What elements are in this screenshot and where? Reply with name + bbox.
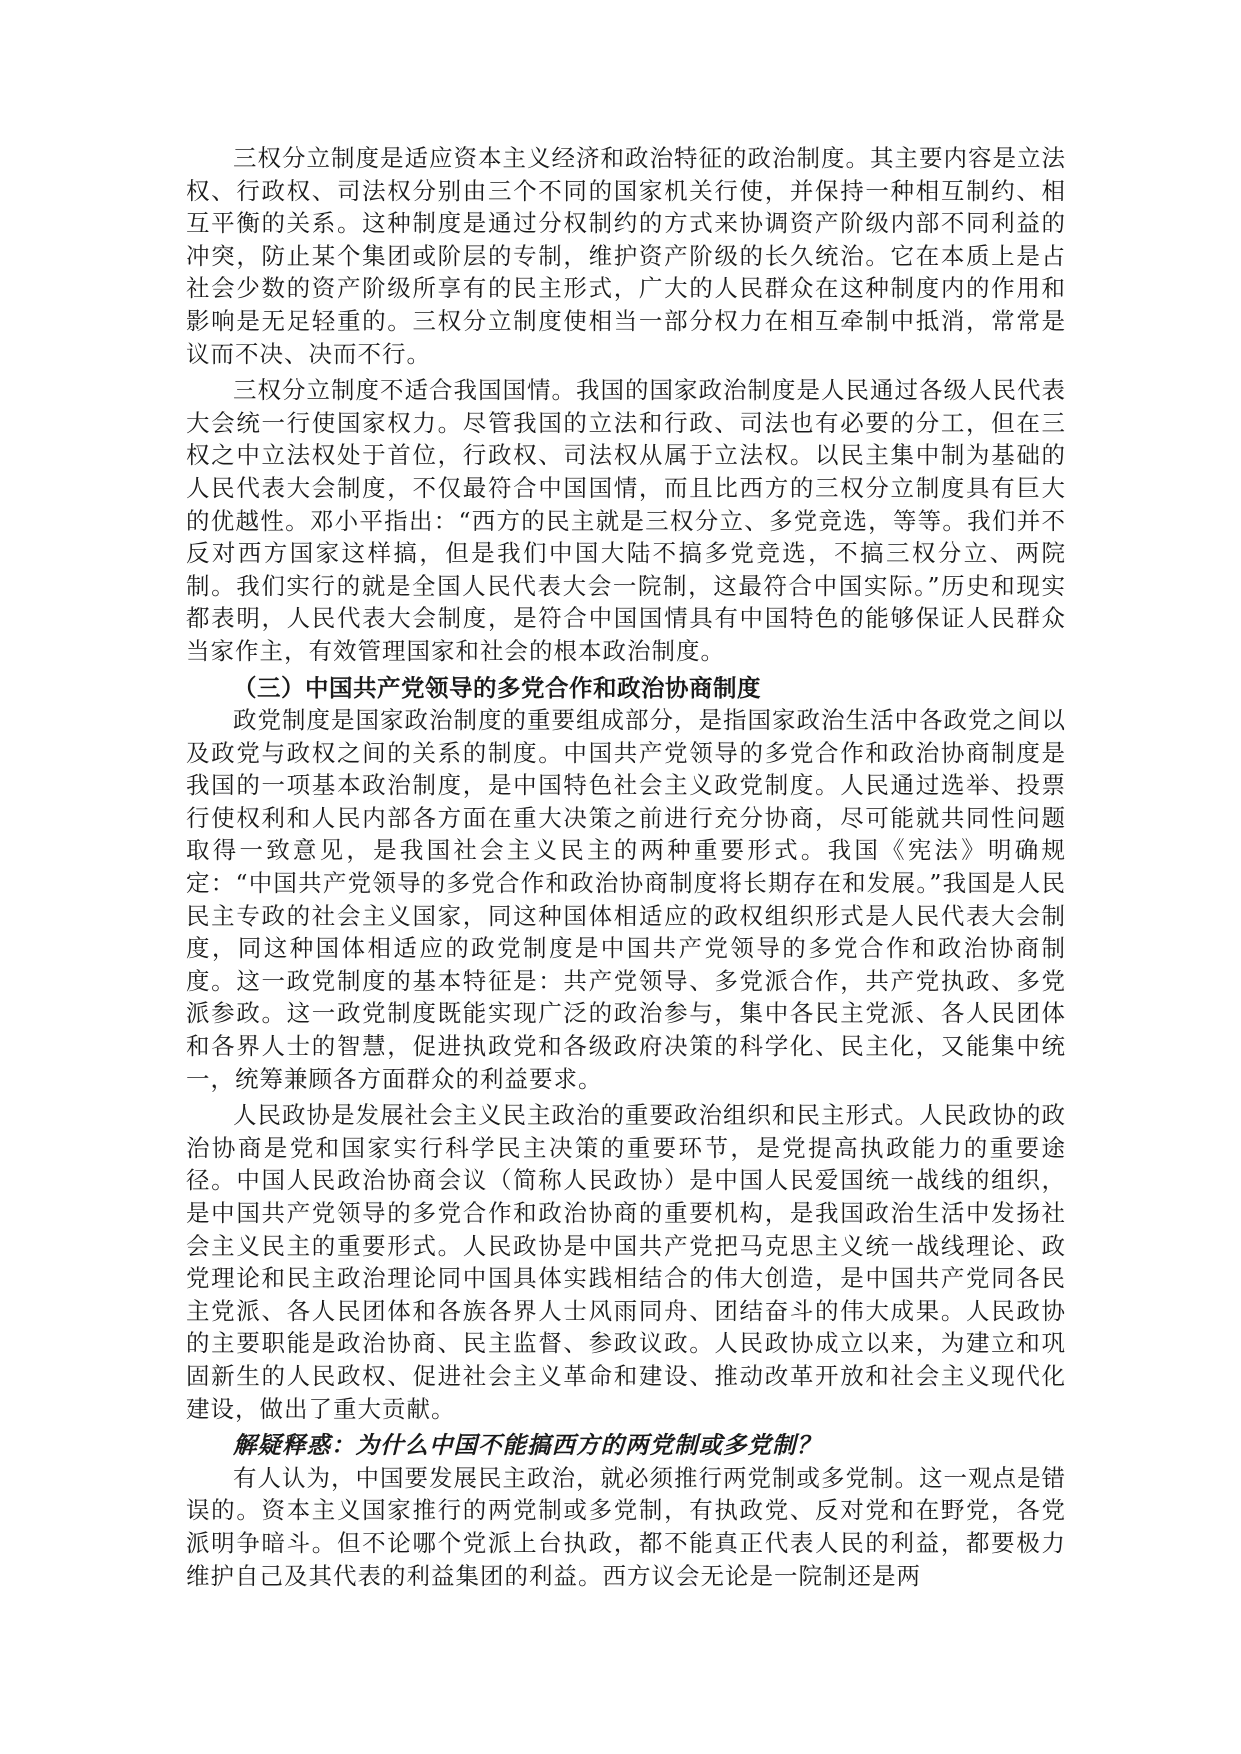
paragraph-national-conditions: 三权分立制度不适合我国国情。我国的国家政治制度是人民通过各级人民代表大会统一行使国家权力。尽管我国的立法和行政、司法也有必要的分工，但在三权之中立法权处于首位，行政权、司法权从属于立法权。以民主集中制为基础的人民代表大会制度，不仅最符合中国国情，而且比西方的三权分立制度具有巨大的优越性。邓小平指出：“西方的民主就是三权分立、多党竞选，等等。我们并不反对西方国家这样搞，但是我们中国大陆不搞多党竞选，不搞三权分立、两院制。我们实行的就是全国人民代表大会一院制，这最符合中国实际。”历史和现实都表明，人民代表大会制度，是符合中国国情具有中国特色的能够保证人民群众当家作主，有效管理国家和社会的根本政治制度。 — [186, 376, 1066, 665]
section-heading: （三）中国共产党领导的多党合作和政治协商制度 — [233, 673, 761, 702]
paragraph-separation-of-powers: 三权分立制度是适应资本主义经济和政治特征的政治制度。其主要内容是立法权、行政权、司法权分别由三个不同的国家机关行使，并保持一种相互制约、相互平衡的关系。这种制度是通过分权制约的方式来协调资产阶级内部不同利益的冲突，防止某个集团或阶层的专制，维护资产阶级的长久统治。它在本质上是占社会少数的资产阶级所享有的民主形式，广大的人民群众在这种制度内的作用和影响是无足轻重的。三权分立制度使相当一部分权力在相互牵制中抵消，常常是议而不决、决而不行。 — [186, 144, 1066, 368]
paragraph-cppcc: 人民政协是发展社会主义民主政治的重要政治组织和民主形式。人民政协的政治协商是党和国家实行科学民主决策的重要环节，是党提高执政能力的重要途径。中国人民政治协商会议（简称人民政协）是中国人民爱国统一战线的组织，是中国共产党领导的多党合作和政治协商的重要机构，是我国政治生活中发扬社会主义民主的重要形式。人民政协是中国共产党把马克思主义统一战线理论、政党理论和民主政治理论同中国具体实践相结合的伟大创造，是中国共产党同各民主党派、各人民团体和各族各界人士风雨同舟、团结奋斗的伟大成果。人民政协的主要职能是政治协商、民主监督、参政议政。人民政协成立以来，为建立和巩固新生的人民政权、促进社会主义革命和建设、推动改革开放和社会主义现代化建设，做出了重大贡献。 — [186, 1101, 1066, 1423]
document-page — [186, 142, 1066, 1596]
qa-heading: 解疑释惑：为什么中国不能搞西方的两党制或多党制？ — [233, 1431, 821, 1460]
paragraph-party-system: 政党制度是国家政治制度的重要组成部分，是指国家政治生活中各政党之间以及政党与政权之间的关系的制度。中国共产党领导的多党合作和政治协商制度是我国的一项基本政治制度，是中国特色社会主义政党制度。人民通过选举、投票行使权利和人民内部各方面在重大决策之前进行充分协商，尽可能就共同性问题取得一致意见，是我国社会主义民主的两种重要形式。我国《宪法》明确规定：“中国共产党领导的多党合作和政治协商制度将长期存在和发展。”我国是人民民主专政的社会主义国家，同这种国体相适应的政权组织形式是人民代表大会制度，同这种国体相适应的政党制度是中国共产党领导的多党合作和政治协商制度。这一政党制度的基本特征是：共产党领导、多党派合作，共产党执政、多党派参政。这一政党制度既能实现广泛的政治参与，集中各民主党派、各人民团体和各界人士的智慧，促进执政党和各级政府决策的科学化、民主化，又能集中统一，统筹兼顾各方面群众的利益要求。 — [186, 706, 1066, 1093]
paragraph-qa-answer: 有人认为，中国要发展民主政治，就必须推行两党制或多党制。这一观点是错误的。资本主义国家推行的两党制或多党制，有执政党、反对党和在野党，各党派明争暗斗。但不论哪个党派上台执政，都不能真正代表人民的利益，都要极力维护自己及其代表的利益集团的利益。西方议会无论是一院制还是两 — [186, 1463, 1066, 1590]
